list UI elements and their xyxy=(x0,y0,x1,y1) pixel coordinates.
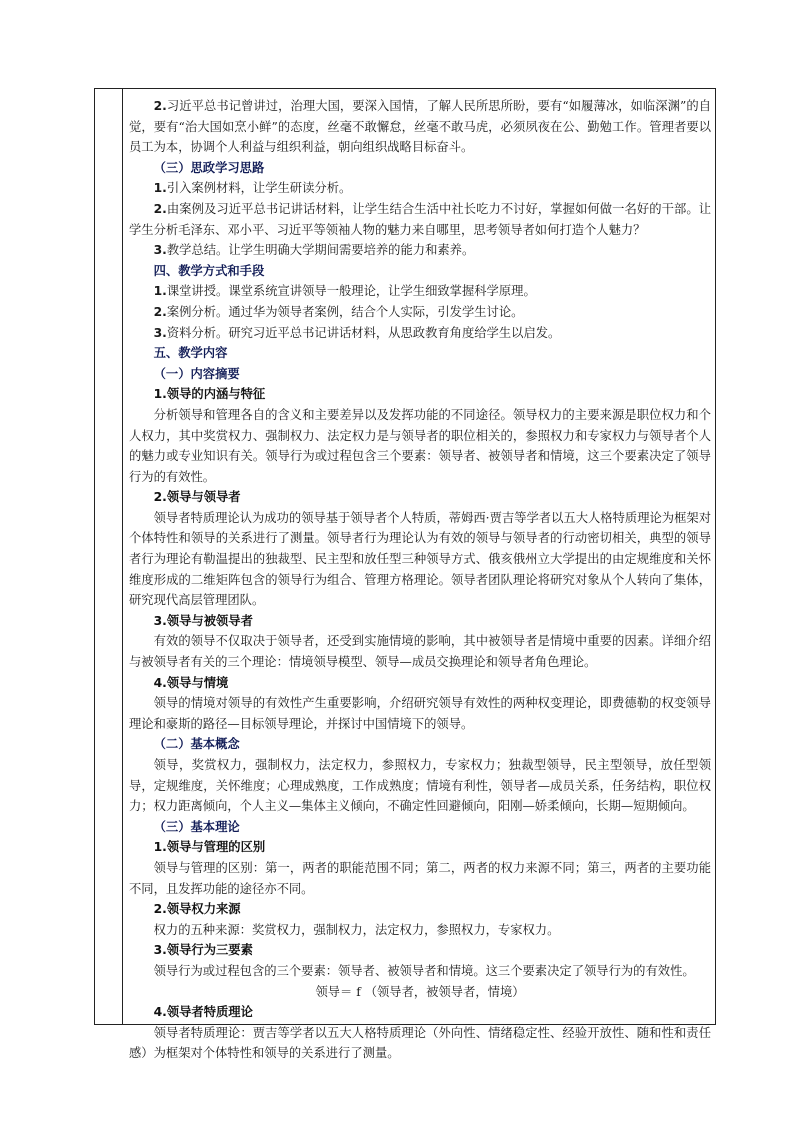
item-heading: 4.领导与情境 xyxy=(153,675,229,690)
paragraph: 2.案例分析。通过华为领导者案例，结合个人实际，引发学生讨论。 xyxy=(153,304,524,319)
subsection-heading: （二）基本概念 xyxy=(153,737,240,752)
paragraph: 领导，奖赏权力，强制权力，法定权力，参照权力，专家权力；独裁型领导，民主型领导，放任型领导，定规维度，关怀维度；心理成熟度，工作成熟度；情境有利性，领导者—成员关系，任务结构，职位权力；权力距离倾向，个人主义—集体主义倾向，不确定性回避倾向，阳刚—娇柔倾向，长期—短期倾向。 xyxy=(129,758,711,814)
paragraph: 3.资料分析。研究习近平总书记讲话材料，从思政教育角度给学生以启发。 xyxy=(153,325,561,340)
table-left-column xyxy=(95,89,123,1024)
paragraph: 领导的情境对领导的有效性产生重要影响，介绍研究领导有效性的两种权变理论，即费德勒的权变领导理论和豪斯的路径—目标领导理论，并探讨中国情境下的领导。 xyxy=(129,696,711,731)
paragraph: 3.教学总结。让学生明确大学期间需要培养的能力和素养。 xyxy=(153,243,475,258)
paragraph: 有效的领导不仅取决于领导者，还受到实施情境的影响，其中被领导者是情境中重要的因素。详细介绍与被领导者有关的三个理论：情境领导模型、领导—成员交换理论和领导者角色理论。 xyxy=(129,634,711,670)
document-table xyxy=(94,88,716,1061)
paragraph: 1.引入案例材料，让学生研读分析。 xyxy=(153,181,352,196)
item-heading: 1.领导与管理的区别 xyxy=(153,840,266,855)
item-heading: 4.领导者特质理论 xyxy=(153,1005,253,1020)
paragraph: 领导者特质理论认为成功的领导基于领导者个人特质，蒂姆西·贾吉等学者以五大人格特质理论为框架对个体特性和领导的关系进行了测量。领导者行为理论认为有效的领导与领导者的行动密切相关，典型的领导者行为理论有勒温提出的独裁型、民主型和放任型三种领导方式、俄亥俄州立大学提出的由定规维度和关怀维度形成的二维矩阵包含的领导行为组合、管理方格理论。领导者团队理论将研究对象从个人转向了集体，研究现代高层管理团队。 xyxy=(129,510,711,608)
item-heading: 3.领导行为三要素 xyxy=(153,943,253,958)
item-heading: 2.领导与领导者 xyxy=(153,490,241,505)
subsection-heading: （一）内容摘要 xyxy=(153,366,240,381)
formula: 领导＝ f （领导者，被领导者，情境） xyxy=(315,984,525,999)
item-heading: 3.领导与被领导者 xyxy=(153,613,253,628)
document-content xyxy=(129,96,711,1064)
section-heading: 四、教学方式和手段 xyxy=(153,263,265,278)
item-heading: 2.领导权力来源 xyxy=(153,902,241,917)
subsection-heading: （三）基本理论 xyxy=(153,819,240,834)
paragraph: 2.习近平总书记曾讲过，治理大国，要深入国情，了解人民所思所盼，要有“如履薄冰，如临深渊”的自觉，要有“治大国如烹小鲜”的态度，丝毫不敢懈怠，丝毫不敢马虎，必须夙夜在公、勤勉工作。管理者要以员工为本，协调个人利益与组织利益，朝向组织战略目标奋斗。 xyxy=(129,99,711,155)
subsection-heading: （三）思政学习思路 xyxy=(153,160,265,175)
paragraph: 领导与管理的区别：第一，两者的职能范围不同；第二，两者的权力来源不同；第三，两者的主要功能不同，且发挥功能的途径亦不同。 xyxy=(129,860,711,896)
paragraph: 权力的五种来源：奖赏权力，强制权力，法定权力，参照权力，专家权力。 xyxy=(153,922,560,937)
paragraph: 分析领导和管理各自的含义和主要差异以及发挥功能的不同途径。领导权力的主要来源是职位权力和个人权力，其中奖赏权力、强制权力、法定权力是与领导者的职位相关的，参照权力和专家权力与领导者个人的魅力或专业知识有关。领导行为或过程包含三个要素：领导者、被领导者和情境，这三个要素决定了领导行为的有效性。 xyxy=(129,407,711,484)
item-heading: 1.领导的内涵与特征 xyxy=(153,387,266,402)
section-heading: 五、教学内容 xyxy=(153,346,228,361)
paragraph: 领导者特质理论：贾吉等学者以五大人格特质理论（外向性、情绪稳定性、经验开放性、随和性和责任感）为框架对个体特性和领导的关系进行了测量。 xyxy=(129,1025,711,1061)
paragraph: 领导行为或过程包含的三个要素：领导者、被领导者和情境。这三个要素决定了领导行为的有效性。 xyxy=(153,963,695,978)
paragraph: 1.课堂讲授。课堂系统宣讲领导一般理论，让学生细致掌握科学原理。 xyxy=(153,284,536,299)
paragraph: 2.由案例及习近平总书记讲话材料，让学生结合生活中社长吃力不讨好，掌握如何做一名好的干部。让学生分析毛泽东、邓小平、习近平等领袖人物的魅力来自哪里，思考领导者如何打造个人魅力？ xyxy=(129,201,711,237)
